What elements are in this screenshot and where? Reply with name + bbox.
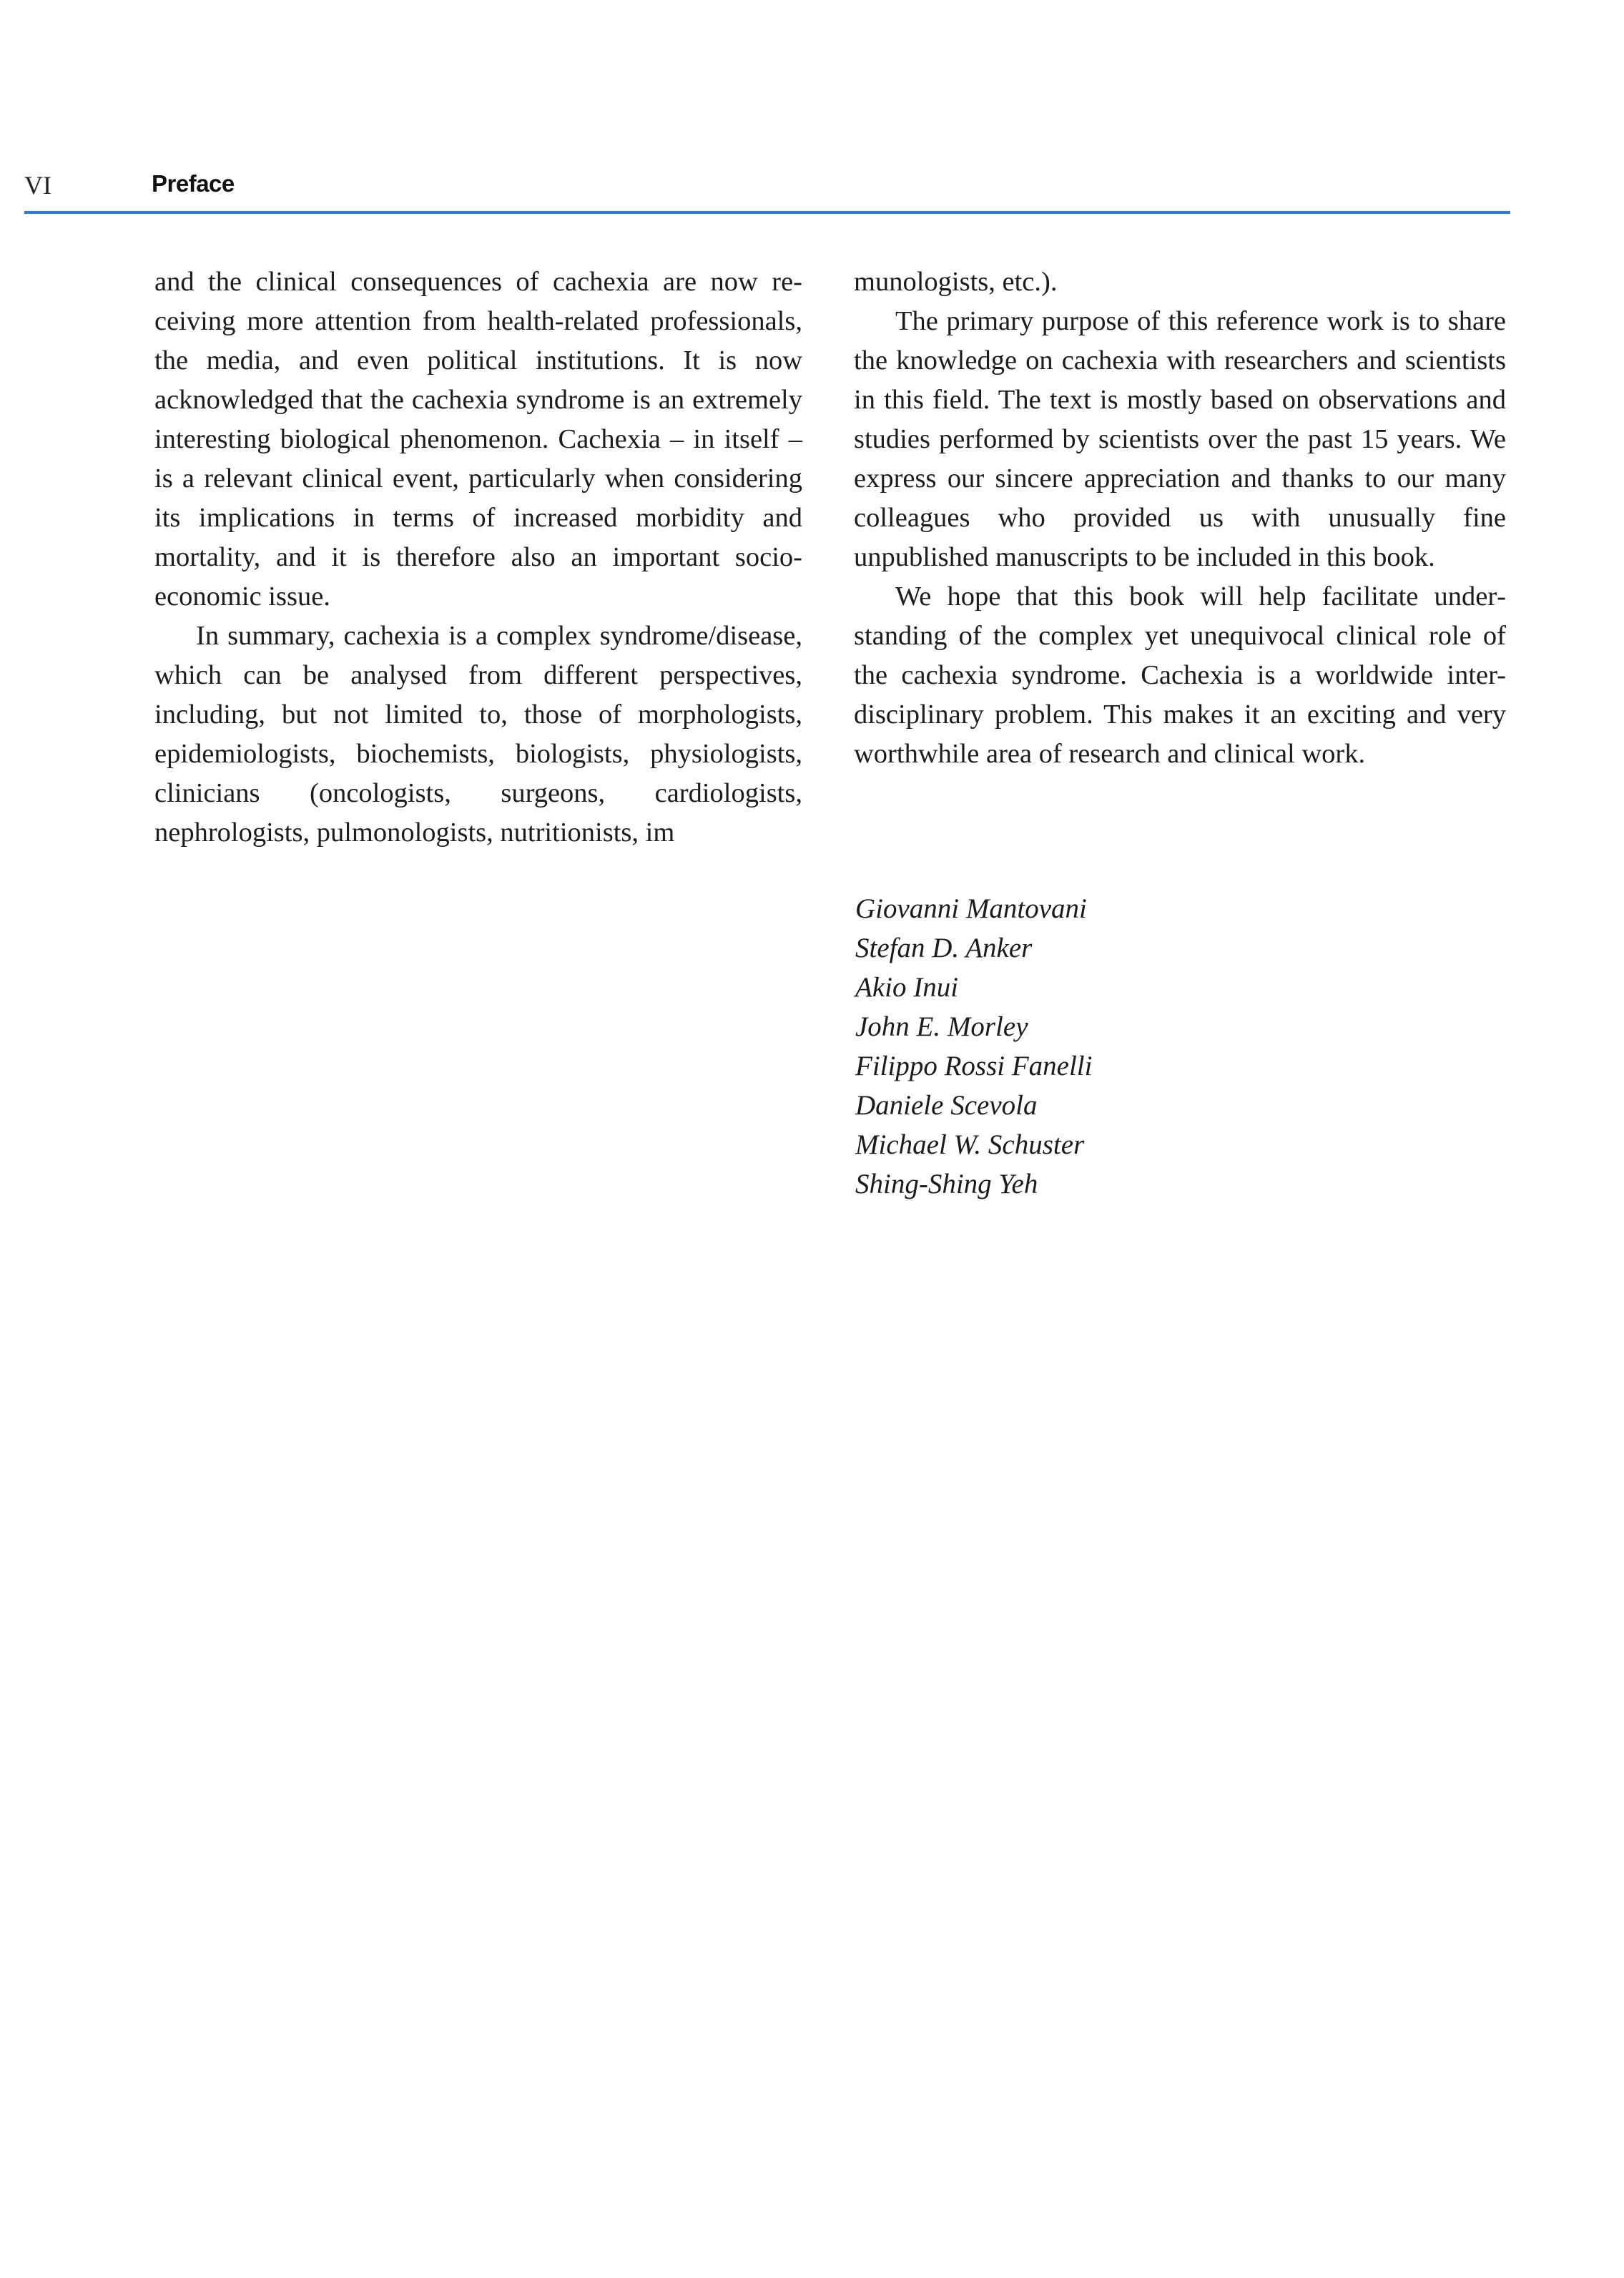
author-name: Michael W. Schuster — [855, 1129, 1085, 1160]
author-name: Akio Inui — [855, 972, 959, 1003]
running-title: Preface — [152, 170, 235, 197]
author-name: Shing-Shing Yeh — [855, 1169, 1038, 1199]
paragraph: and the clinical consequences of cachexia are now receiving more attention from health-related professionals, the media, and even political institutions. It is now acknowledged that the cachexia syndrome is an extremely interesting biological phenomenon. Cachexia – in itself – is a relevant clinical event, particularly when considering its implications in terms of increased morbidity and mortality, and it is therefore also an important socio-economic issue. — [154, 267, 802, 612]
right-column — [854, 262, 1506, 774]
page-number: VI — [24, 171, 51, 200]
paragraph: We hope that this book will help facilitate understanding of the complex yet unequivocal clinical role of the cachexia syndrome. Cachexia is a worldwide inter-disciplinary problem. This makes it an exciting and very worthwhile area of research and clinical work. — [854, 581, 1506, 769]
author-signatures — [855, 889, 1092, 1204]
author-name: John E. Morley — [855, 1011, 1028, 1042]
author-name: Filippo Rossi Fanelli — [855, 1051, 1093, 1081]
header-rule — [24, 211, 1510, 214]
paragraph: munologists, etc.). — [854, 267, 1058, 297]
author-name: Stefan D. Anker — [855, 933, 1033, 963]
author-name: Giovanni Mantovani — [855, 893, 1087, 924]
running-header — [24, 166, 1510, 216]
left-column — [154, 262, 802, 853]
paragraph: In summary, cachexia is a complex syndrome/disease, which can be analysed from different perspectives, including, but not limited to, those of morphologists, epidemiologists, biochemists, biologists, physiologists, clinicians (oncologists, surgeons, cardiologists, nephrologists, pulmonologists, nutritionists, im — [154, 621, 802, 848]
paragraph: The primary purpose of this reference work is to share the knowledge on cachexia with researchers and scientists in this field. The text is mostly based on observations and studies performed by scientists over the past 15 years. We express our sincere appreciation and thanks to our many colleagues who provided us with unusually fine unpublished manuscripts to be included in this book. — [854, 306, 1506, 572]
author-name: Daniele Scevola — [855, 1090, 1038, 1121]
